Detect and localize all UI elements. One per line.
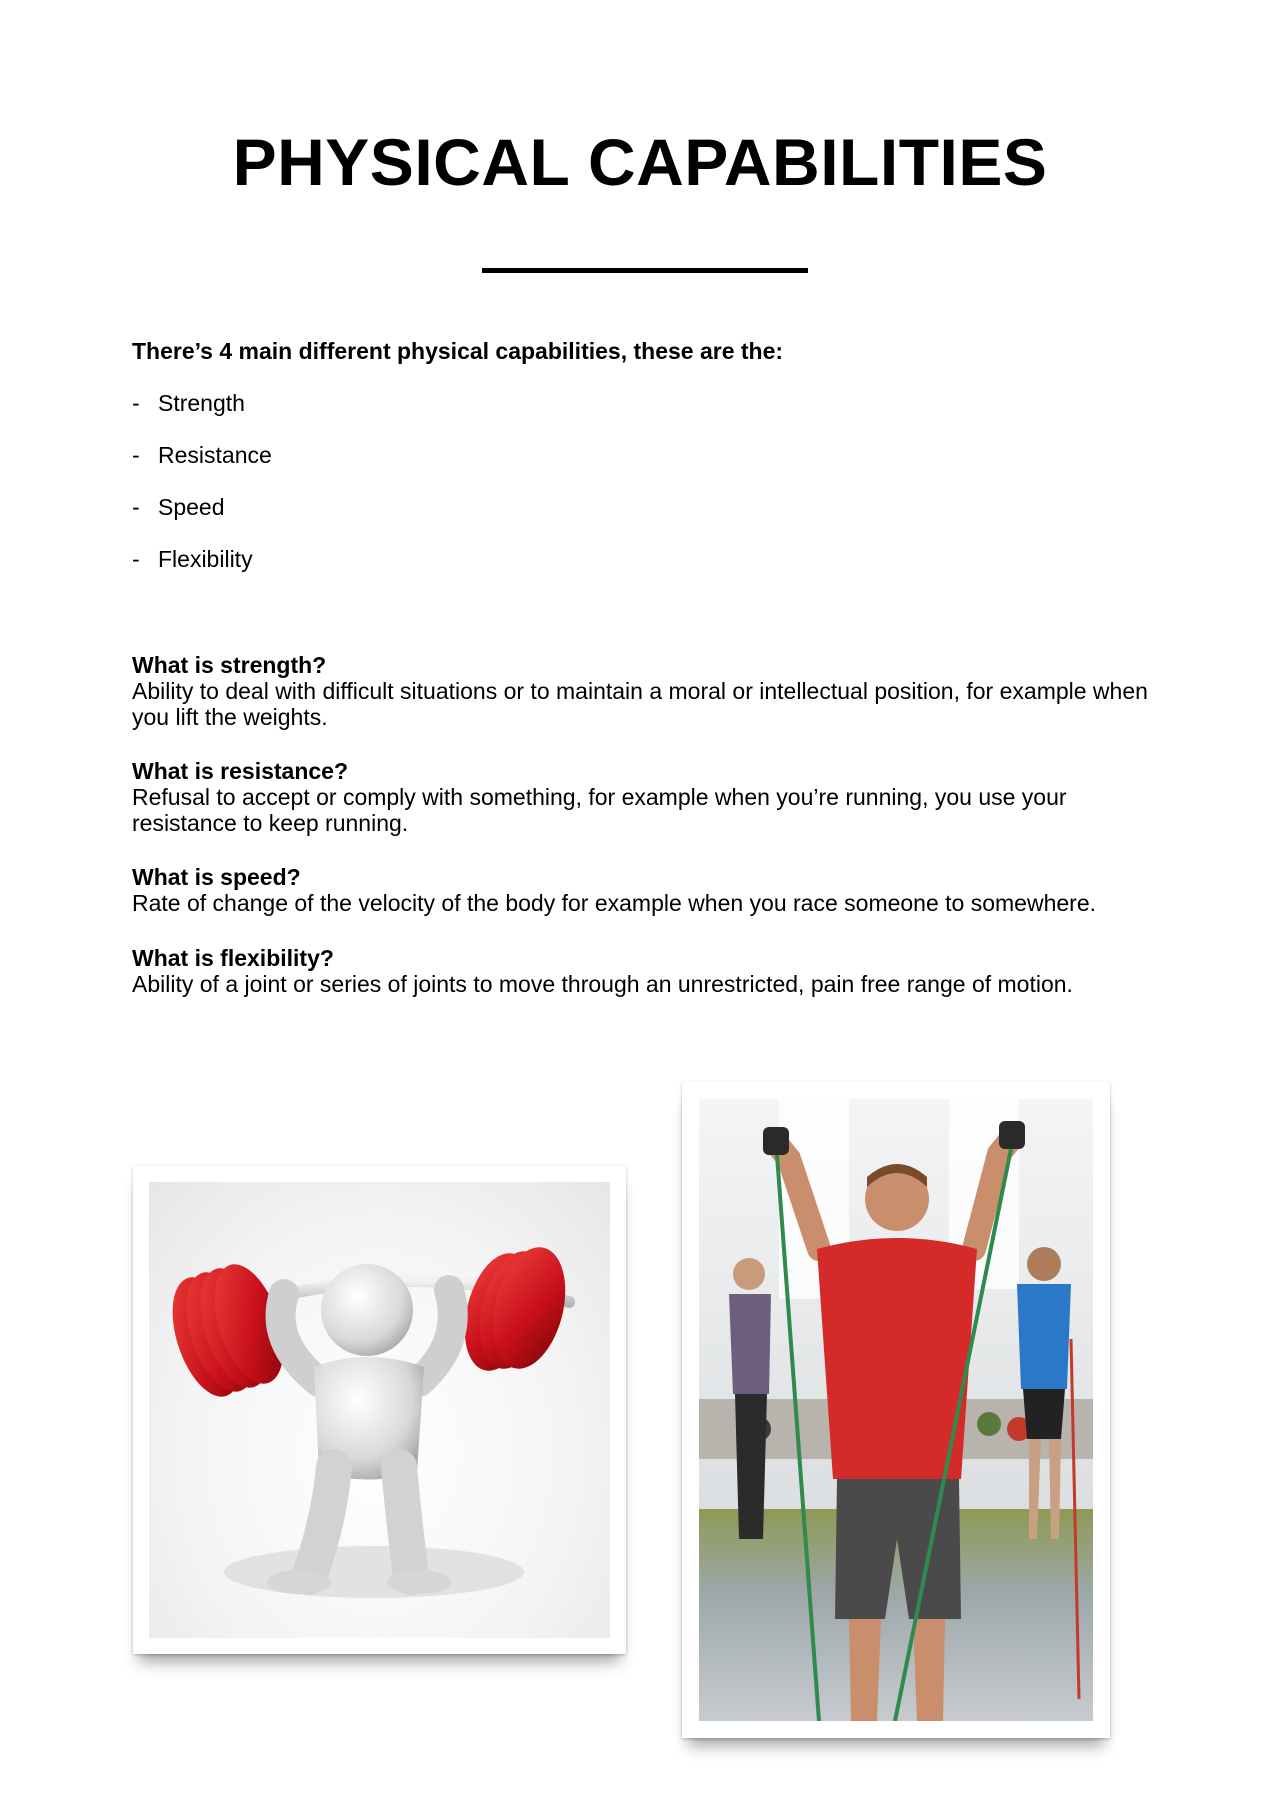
capabilities-list bbox=[132, 388, 272, 596]
list-item bbox=[132, 544, 272, 596]
resistance-band-image bbox=[699, 1099, 1093, 1721]
list-dash: - bbox=[132, 442, 140, 468]
list-item-label: Flexibility bbox=[158, 546, 253, 572]
list-dash: - bbox=[132, 494, 140, 520]
title-underline bbox=[482, 268, 808, 273]
weightlifter-photo-frame bbox=[133, 1166, 626, 1654]
list-dash: - bbox=[132, 546, 140, 572]
definition-question: What is speed? bbox=[132, 864, 301, 890]
definition-speed bbox=[132, 864, 1172, 916]
definition-question: What is strength? bbox=[132, 652, 327, 678]
right-weight-plates bbox=[453, 1240, 577, 1378]
definition-flexibility bbox=[132, 945, 1172, 997]
intro-text: There’s 4 main different physical capabilities, these are the: bbox=[132, 338, 784, 364]
definition-answer: Refusal to accept or comply with something, for example when you’re running, you use your resistance to keep running. bbox=[132, 784, 1067, 836]
page-title: PHYSICAL CAPABILITIES bbox=[232, 125, 1048, 199]
definition-question: What is resistance? bbox=[132, 758, 349, 784]
list-dash: - bbox=[132, 390, 140, 416]
definition-strength bbox=[132, 652, 1172, 730]
list-item bbox=[132, 388, 272, 440]
resistance-band-illustration bbox=[699, 1099, 1093, 1721]
list-item-label: Strength bbox=[158, 390, 245, 416]
weightlifter-image bbox=[149, 1182, 610, 1638]
definition-answer: Ability to deal with difficult situations or to maintain a moral or intellectual position, for example when you lift the weights. bbox=[132, 678, 1148, 730]
list-item bbox=[132, 492, 272, 544]
definition-answer: Ability of a joint or series of joints to move through an unrestricted, pain free range of motion. bbox=[132, 971, 1073, 997]
definition-answer: Rate of change of the velocity of the body for example when you race someone to somewhere. bbox=[132, 890, 1097, 916]
list-item-label: Speed bbox=[158, 494, 225, 520]
resistance-band-photo-frame bbox=[682, 1082, 1110, 1738]
definition-resistance bbox=[132, 758, 1172, 836]
list-item bbox=[132, 440, 272, 492]
list-item-label: Resistance bbox=[158, 442, 272, 468]
definition-question: What is flexibility? bbox=[132, 945, 334, 971]
weightlifter-illustration bbox=[149, 1182, 610, 1638]
